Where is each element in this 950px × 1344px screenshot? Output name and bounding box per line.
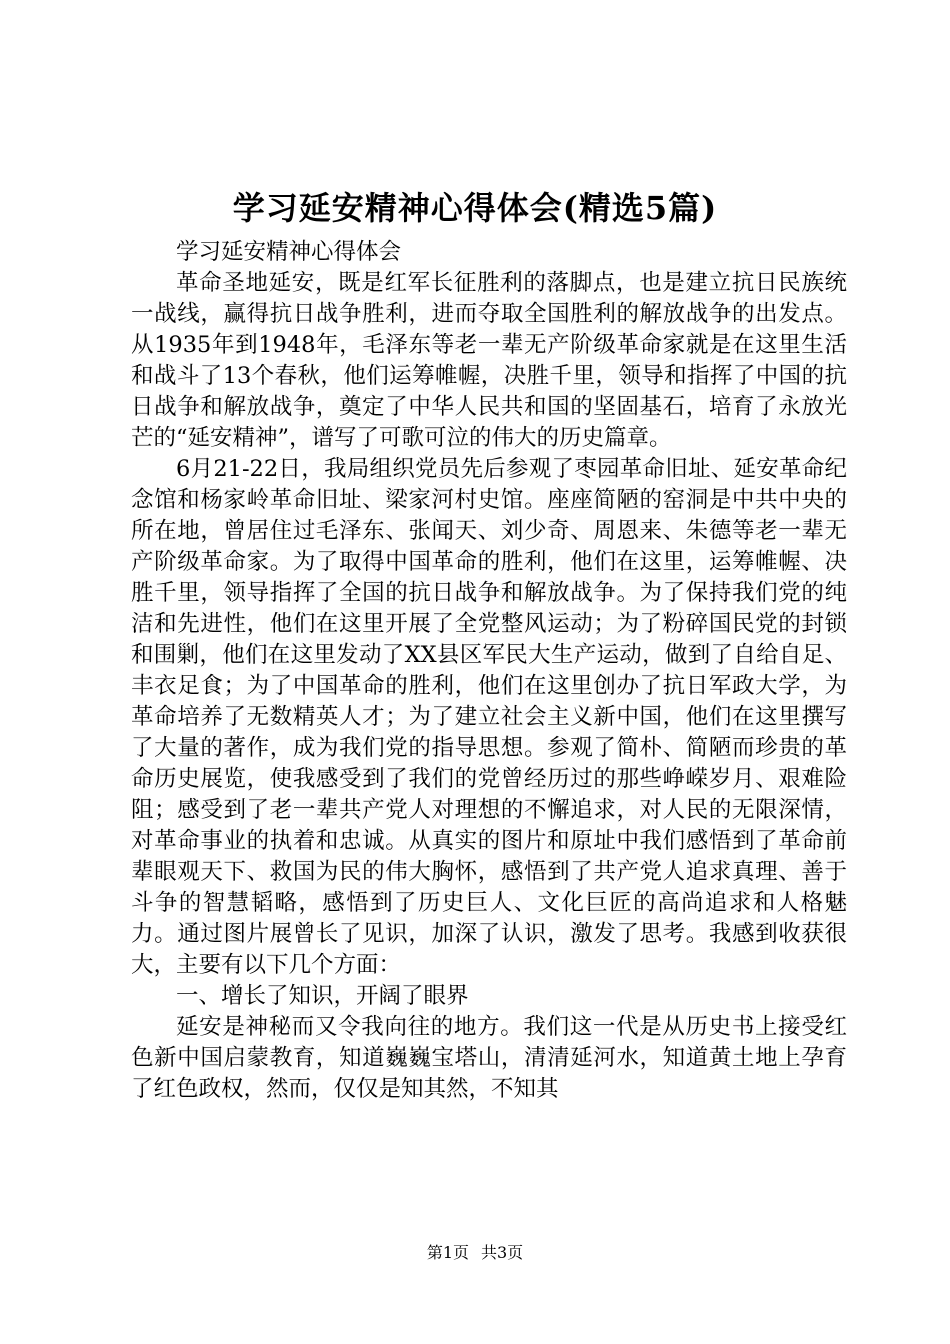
page-footer [0,1242,950,1264]
body-paragraph: 革命圣地延安，既是红军长征胜利的落脚点，也是建立抗日民族统一战线，赢得抗日战争胜利，进而夺取全国胜利的解放战争的出发点。从1935年到1948年，毛泽东等老一辈无产阶级革命家就是在这里生活和战斗了13个春秋，他们运筹帷幄，决胜千里，领导和指挥了中国的抗日战争和解放战争，奠定了中华人民共和国的坚固基石，培育了永放光芒的“延安精神”，谱写了可歌可泣的伟大的历史篇章。 [131,270,847,451]
page-number: 第1页 [426,1243,469,1262]
document-body [131,237,847,1105]
page-total: 共3页 [481,1243,524,1262]
section-heading: 学习延安精神心得体会 [176,239,402,265]
subsection-heading: 一、增长了知识，开阔了眼界 [176,983,469,1009]
body-paragraph: 6月21-22日，我局组织党员先后参观了枣园革命旧址、延安革命纪念馆和杨家岭革命旧址、梁家河村史馆。座座简陋的窑洞是中共中央的所在地，曾居住过毛泽东、张闻天、刘少奇、周恩来、朱德等老一辈无产阶级革命家。为了取得中国革命的胜利，他们在这里，运筹帷幄、决胜千里，领导指挥了全国的抗日战争和解放战争。为了保持我们党的纯洁和先进性，他们在这里开展了全党整风运动；为了粉碎国民党的封锁和围剿，他们在这里发动了XX县区军民大生产运动，做到了自给自足、丰衣足食；为了中国革命的胜利，他们在这里创办了抗日军政大学，为革命培养了无数精英人才；为了建立社会主义新中国，他们在这里撰写了大量的著作，成为我们党的指导思想。参观了简朴、简陋而珍贵的革命历史展览，使我感受到了我们的党曾经历过的那些峥嵘岁月、艰难险阻；感受到了老一辈共产党人对理想的不懈追求，对人民的无限深情，对革命事业的执着和忠诚。从真实的图片和原址中我们感悟到了革命前辈眼观天下、救国为民的伟大胸怀，感悟到了共产党人追求真理、善于斗争的智慧韬略，感悟到了历史巨人、文化巨匠的高尚追求和人格魅力。通过图片展曾长了见识，加深了认识，激发了思考。我感到收获很大，主要有以下几个方面： [131,456,847,978]
body-paragraph: 延安是神秘而又令我向往的地方。我们这一代是从历史书上接受红色新中国启蒙教育，知道巍巍宝塔山，清清延河水，知道黄土地上孕育了红色政权，然而，仅仅是知其然，不知其 [131,1014,847,1102]
document-title: 学习延安精神心得体会(精选5篇) [232,189,718,227]
